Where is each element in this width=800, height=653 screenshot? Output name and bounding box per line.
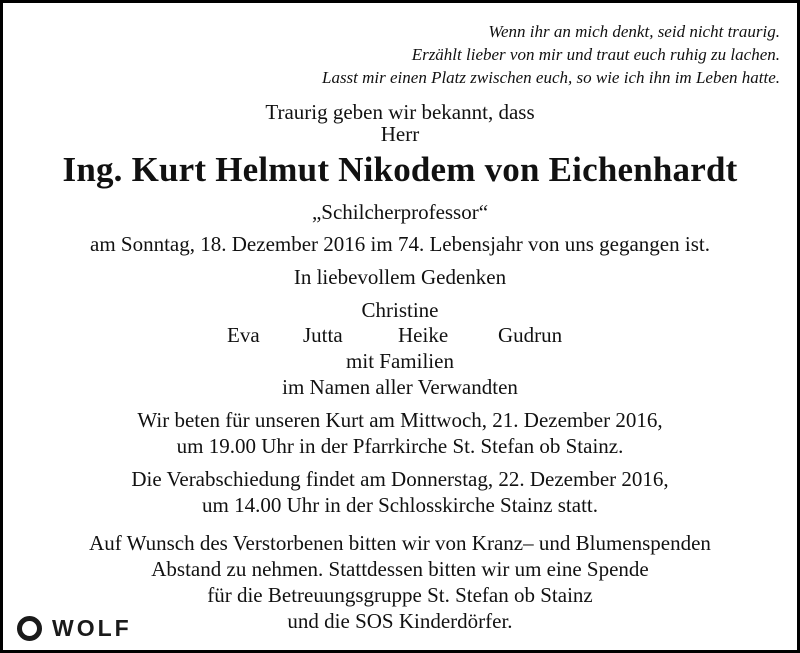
farewell-line: Die Verabschiedung findet am Donnerstag, 22. Dezember 2016, — [131, 467, 669, 491]
donation-line: und die SOS Kinderdörfer. — [287, 609, 513, 633]
verse-line: Lasst mir einen Platz zwischen euch, so wie ich ihn im Leben hatte. — [321, 68, 780, 87]
verse-line: Erzählt lieber von mir und traut euch ruhig zu lachen. — [411, 45, 780, 64]
logo-text: WOLF — [52, 615, 132, 641]
salutation: Herr — [380, 122, 420, 146]
deceased-name: Ing. Kurt Helmut Nikodem von Eichenhardt — [62, 150, 738, 189]
farewell-line: um 14.00 Uhr in der Schlosskirche Stainz statt. — [201, 493, 599, 517]
donation-line: Auf Wunsch des Verstorbenen bitten wir von Kranz– und Blumenspenden — [89, 531, 711, 555]
child-name: Eva — [227, 323, 260, 347]
donation-line: Abstand zu nehmen. Stattdessen bitten wir um eine Spende — [151, 557, 649, 581]
death-line: am Sonntag, 18. Dezember 2016 im 74. Lebensjahr von uns gegangen ist. — [90, 232, 710, 256]
prayer-line: Wir beten für unseren Kurt am Mittwoch, 21. Dezember 2016, — [137, 408, 663, 432]
prayer-line: um 19.00 Uhr in der Pfarrkirche St. Stefan ob Stainz. — [176, 434, 624, 458]
spouse-name: Christine — [361, 298, 439, 322]
ring-icon — [17, 616, 42, 641]
funeral-home-logo — [17, 615, 132, 642]
child-name: Gudrun — [498, 323, 563, 347]
memorial-verse — [322, 20, 780, 89]
child-name: Jutta — [303, 323, 343, 347]
with-families: mit Familien — [346, 349, 454, 373]
verse-line: Wenn ihr an mich denkt, seid nicht traurig. — [488, 22, 780, 41]
relatives-line: im Namen aller Verwandten — [282, 375, 518, 399]
donation-line: für die Betreuungsgruppe St. Stefan ob Stainz — [207, 583, 593, 607]
child-name: Heike — [398, 323, 449, 347]
nickname: „Schilcherprofessor“ — [311, 200, 489, 224]
mourners-heading: In liebevollem Gedenken — [293, 265, 507, 289]
intro-text: Traurig geben wir bekannt, dass — [265, 100, 535, 124]
